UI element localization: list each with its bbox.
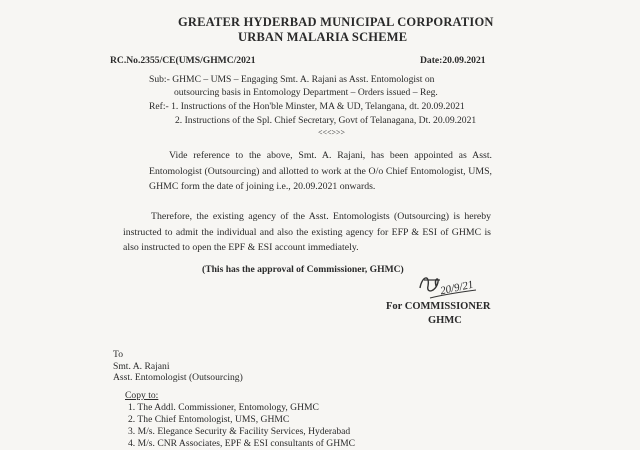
reference-number: RC.No.2355/CE(UMS/GHMC/2021 — [110, 55, 256, 66]
signing-office: GHMC — [428, 315, 462, 326]
section-divider: <<<>>> — [318, 128, 346, 137]
recipient-designation: Asst. Entomologist (Outsourcing) — [113, 372, 243, 383]
copy-to-item: 4. M/s. CNR Associates, EPF & ESI consultants of GHMC — [128, 438, 356, 449]
copy-to-label: Copy to: — [125, 390, 159, 401]
document-date: Date:20.09.2021 — [420, 55, 486, 66]
paragraph-instruction: Therefore, the existing agency of the Asst. Entomologists (Outsourcing) is hereby instructed to admit the individual and also the existing agency for EFP & ESI of GHMC is also instructed to open the EPF & ESI account immediately. — [123, 211, 491, 253]
approval-note: (This has the approval of Commissioner, GHMC) — [202, 264, 404, 275]
copy-to-item: 3. M/s. Elegance Security & Facility Services, Hyderabad — [128, 426, 351, 437]
org-title: GREATER HYDERBAD MUNICIPAL CORPORATION — [178, 15, 494, 29]
recipient-name: Smt. A. Rajani — [113, 361, 170, 372]
to-label: To — [113, 349, 123, 360]
copy-to-item: 2. The Chief Entomologist, UMS, GHMC — [128, 414, 290, 425]
copy-to-item: 1. The Addl. Commissioner, Entomology, GHMC — [128, 402, 319, 413]
subject-line-2: outsourcing basis in Entomology Department – Orders issued – Reg. — [174, 87, 438, 98]
paragraph-appointment: Vide reference to the above, Smt. A. Rajani, has been appointed as Asst. Entomologist (Outsourcing) and allotted to work at the O/o Chief Entomologist, UMS, GHMC form the date of joining i.e., 20.09.2021 onwards. — [149, 150, 492, 192]
signature-date: 20/9/21 — [439, 278, 475, 298]
scheme-title: URBAN MALARIA SCHEME — [238, 30, 408, 44]
for-commissioner: For COMMISSIONER — [386, 301, 491, 312]
reference-line-1: Ref:- 1. Instructions of the Hon'ble Minster, MA & UD, Telangana, dt. 20.09.2021 — [149, 101, 465, 112]
reference-line-2: 2. Instructions of the Spl. Chief Secretary, Govt of Telanagana, Dt. 20.09.2021 — [175, 115, 477, 126]
subject-line-1: Sub:- GHMC – UMS – Engaging Smt. A. Rajani as Asst. Entomologist on — [149, 74, 435, 85]
